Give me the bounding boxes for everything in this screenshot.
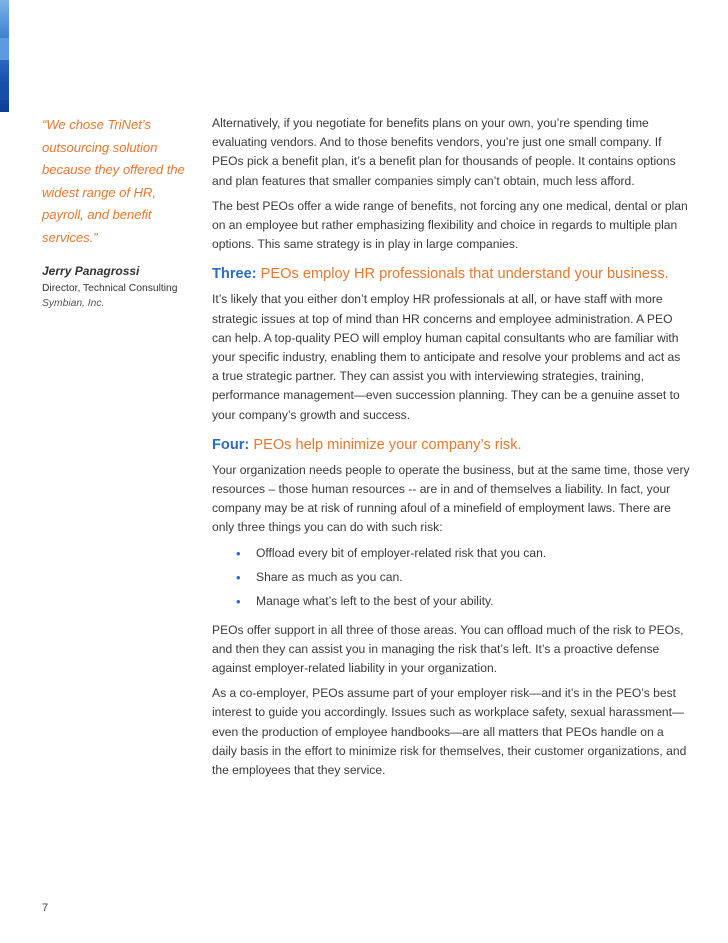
list-item xyxy=(236,568,690,587)
bullet-icon: • xyxy=(236,569,241,585)
main-content xyxy=(212,114,690,786)
intro-paragraph-2: The best PEOs offer a wide range of benefits, not forcing any one medical, dental or plan on an employee but rather emphasizing flexibility and choice in regards to multiple plan options. This same strategy is in play in large companies. xyxy=(212,198,688,252)
closing-paragraph-2: As a co-employer, PEOs assume part of your employer risk—and it’s in the PEO’s best interest to guide you accordingly. Issues such as workplace safety, sexual harassment—even the production of employee handbooks—are all matters that PEOs handle on a daily basis in the effort to minimize risk for themselves, their customer organizations, and the employees that they service. xyxy=(212,686,687,778)
section-three-number: Three: xyxy=(212,266,257,283)
list-item-text: Offload every bit of employer-related risk that you can. xyxy=(256,545,547,560)
corner-facet-dark xyxy=(0,82,9,100)
section-three-heading xyxy=(212,264,690,284)
list-item-text: Share as much as you can. xyxy=(256,569,403,584)
section-four-heading xyxy=(212,435,690,455)
list-item xyxy=(236,544,690,563)
section-four-title: PEOs help minimize your company’s risk. xyxy=(253,436,522,453)
corner-facet-light xyxy=(0,38,9,60)
page-number: 7 xyxy=(42,902,49,914)
bullet-icon: • xyxy=(236,593,241,609)
section-four-paragraph: Your organization needs people to operate the business, but at the same time, those very resources – those human resources -- are in and of themselves a liability. In fact, your company may be at risk of running afoul of a minefield of employment laws. There are only three things you can do with such risk: xyxy=(212,462,690,535)
bullet-icon: • xyxy=(236,545,241,561)
section-four-number: Four: xyxy=(212,436,250,453)
list-item xyxy=(236,592,690,611)
sidebar-testimonial xyxy=(42,114,192,311)
intro-paragraph-1: Alternatively, if you negotiate for benefits plans on your own, you’re spending time evaluating vendors. And to those benefits vendors, you’re just one small company. If PEOs pick a benefit plan, it’s a benefit plan for thousands of people. It contains options and plan features that smaller companies simply can’t obtain, much less afford. xyxy=(212,116,676,188)
testimonial-author-company: Symbian, Inc. xyxy=(42,298,105,309)
section-three-paragraph: It’s likely that you either don’t employ HR professionals at all, or have staff with more strategic issues at top of mind than HR concerns and employee administration. A PEO can help. A top-quality PEO will employ human capital consultants who are familiar with your specific industry, enabling them to anticipate and resolve your problems and act as a true strategic partner. They can assist you with interviewing strategies, training, performance management—even succession planning. They can be a genuine asset to your company’s growth and success. xyxy=(212,292,681,422)
risk-options-list xyxy=(212,544,690,611)
testimonial-author-title: Director, Technical Consulting xyxy=(42,283,178,294)
closing-paragraph-1: PEOs offer support in all three of those areas. You can offload much of the risk to PEOs, and then they can assist you in managing the risk that’s left. It’s a proactive defense against employer-related liability in your organization. xyxy=(212,622,684,676)
testimonial-author-name: Jerry Panagrossi xyxy=(42,264,140,278)
testimonial-quote: “We chose TriNet’s outsourcing solution because they offered the widest range of HR, payroll, and benefit services.” xyxy=(42,117,185,245)
corner-brand-graphic xyxy=(0,0,9,112)
section-three-title: PEOs employ HR professionals that understand your business. xyxy=(260,266,669,283)
list-item-text: Manage what’s left to the best of your ability. xyxy=(256,593,494,608)
